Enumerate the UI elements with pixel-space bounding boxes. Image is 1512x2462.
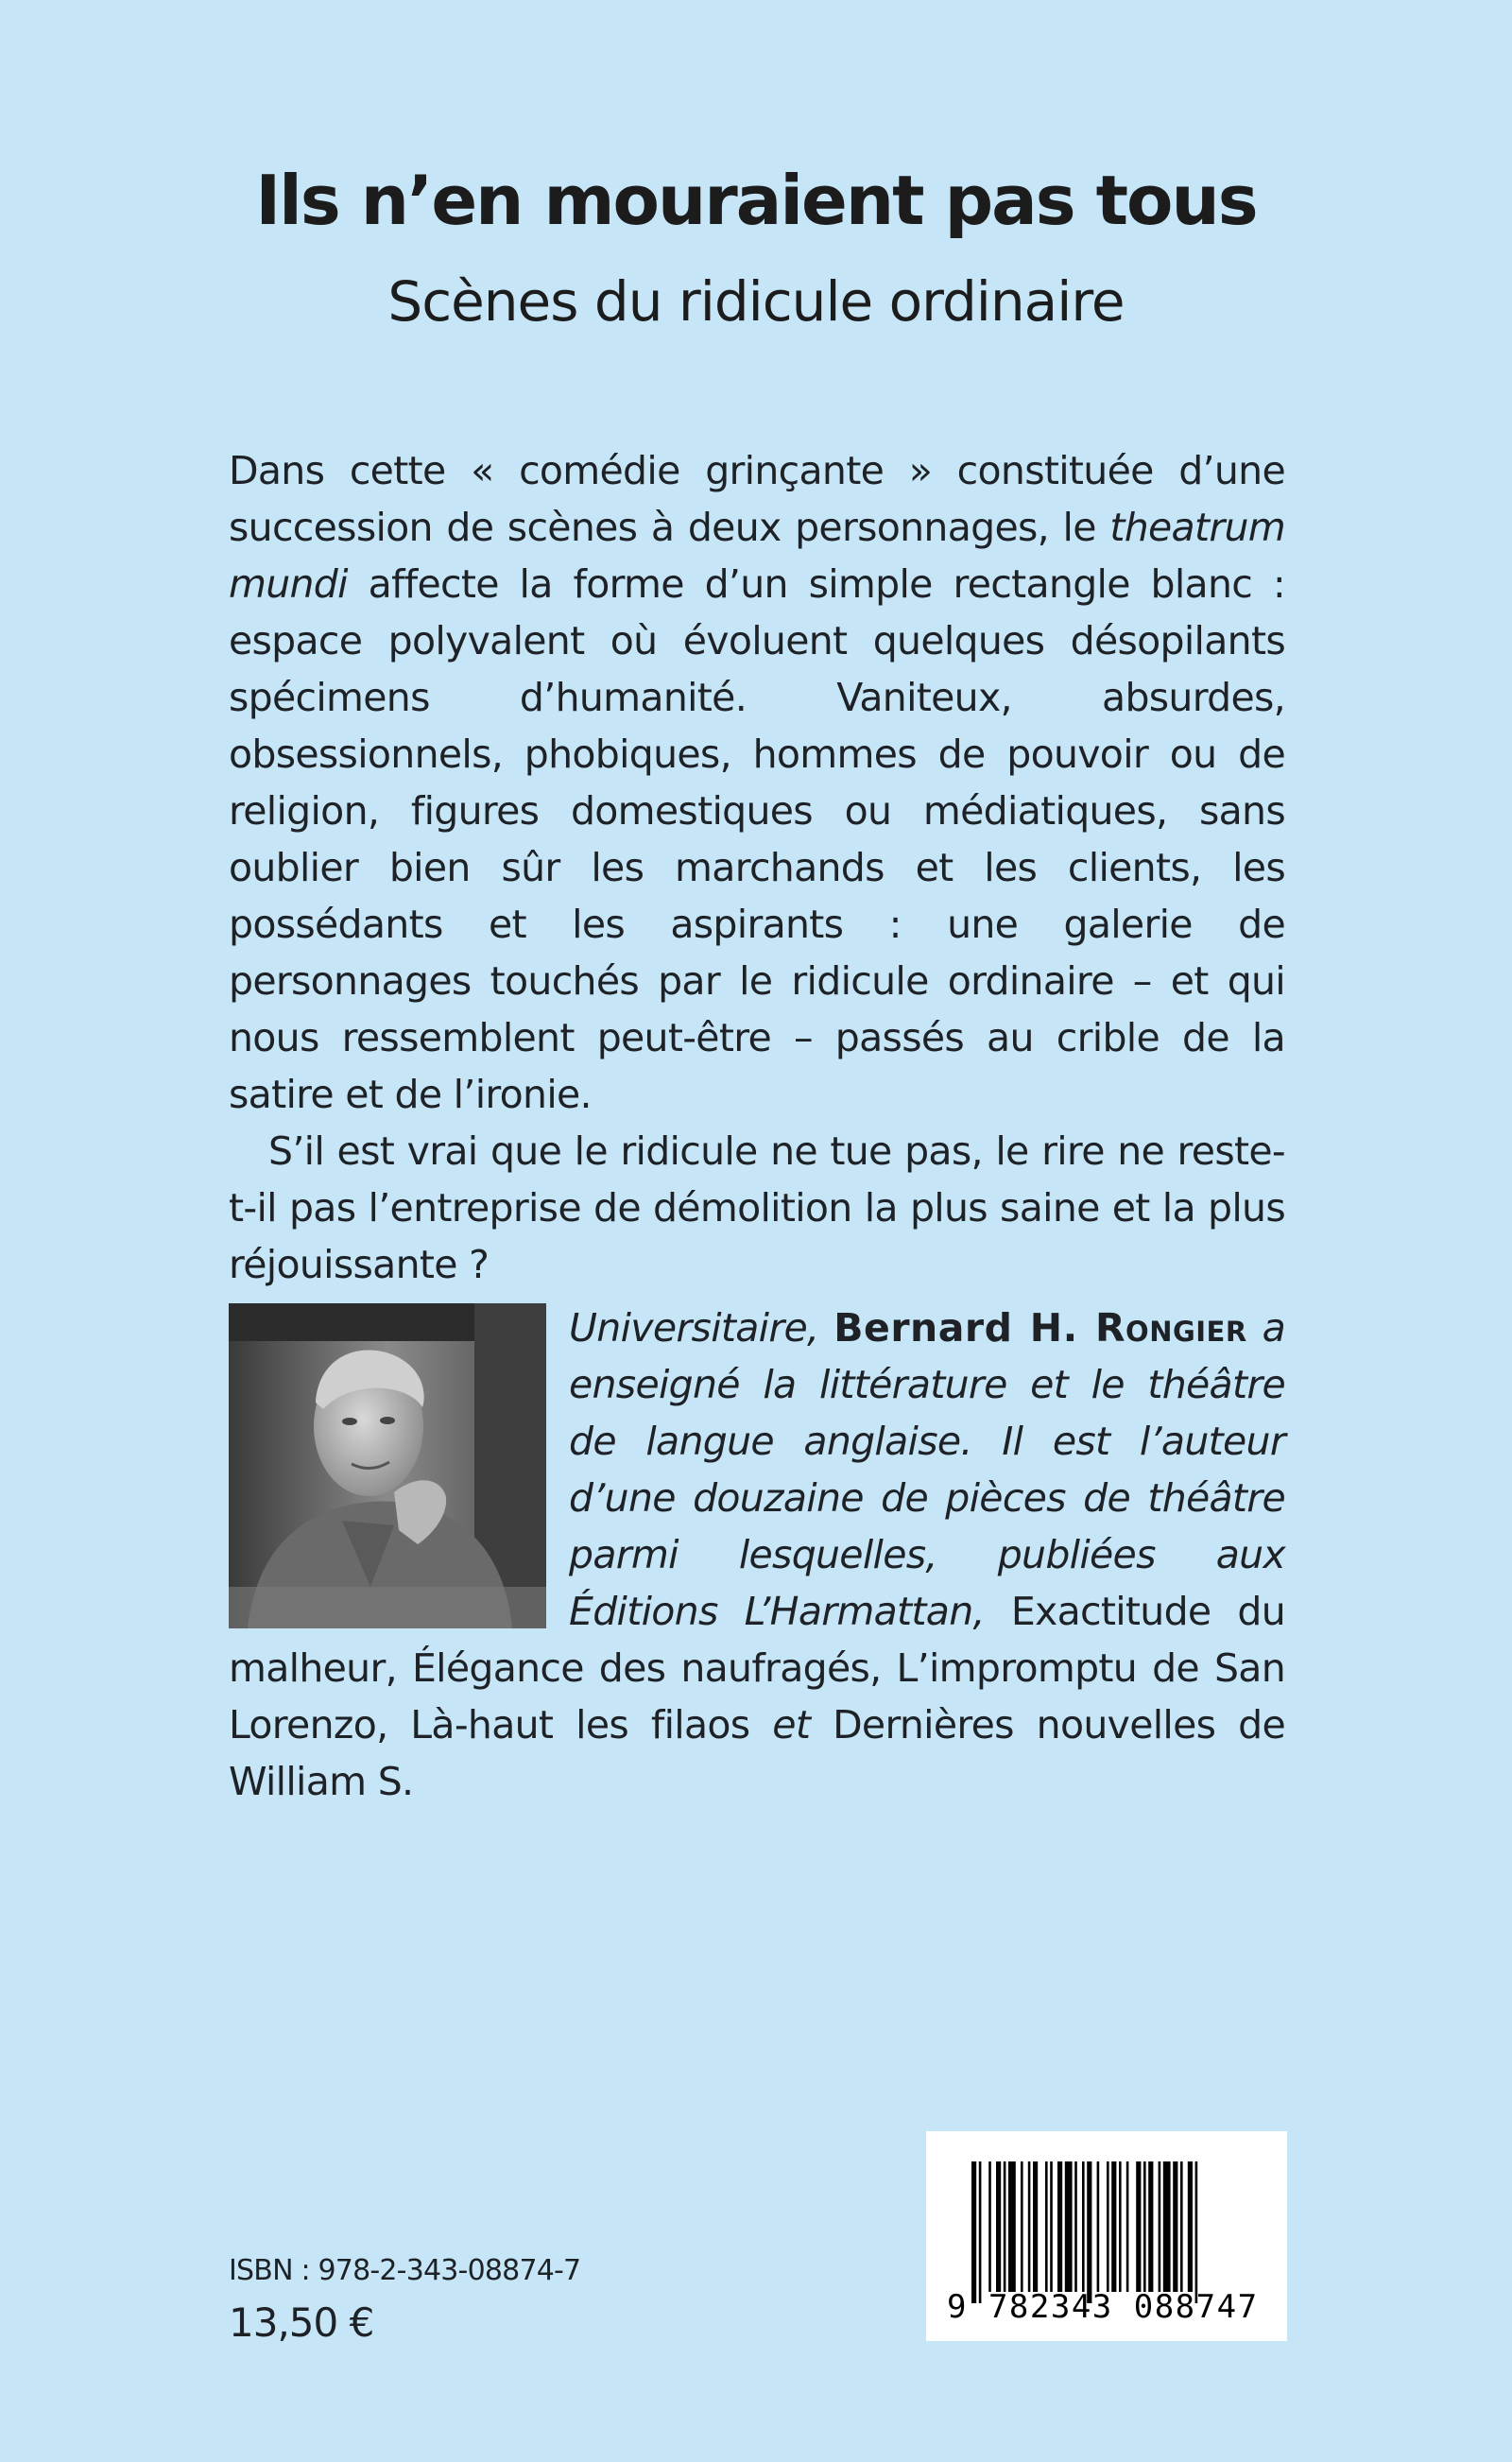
barcode-bar: [971, 2161, 976, 2303]
barcode-bar: [1028, 2161, 1031, 2292]
barcode-bar: [1163, 2161, 1171, 2292]
barcode-bar: [1045, 2161, 1048, 2292]
barcode-bar: [1057, 2161, 1062, 2292]
author-name: Bernard H. Rongier: [833, 1305, 1247, 1351]
author-bio-text: Universitaire, Bernard H. Rongier a enseigné la littérature et le théâtre de langue anglaise. Il est l’auteur d’une douzaine de pièces de théâtre parmi lesquelles, publiées aux Éditions L’Harmattan, Exactitude du malheur, Élégance des naufragés, L’impromptu de San Lorenzo, Là-haut les filaos et Dernières nouvelles de William S.: [229, 1305, 1285, 1804]
blurb-paragraph-2: S’il est vrai que le ridicule ne tue pas, le rire ne reste-t-il pas l’entreprise de démolition la plus saine et la plus réjouissante ?: [229, 1128, 1285, 1287]
blurb-paragraph-1: Dans cette « comédie grinçante » constituée d’une succession de scènes à deux personnages, le theatrum mundi affecte la forme d’un simple rectangle blanc : espace polyvalent où évoluent quelques désopilants spécimens d’humanité. Vaniteux, absurdes, obsessionnels, phobiques, hommes de pouvoir ou de religion, figures domestiques ou médiatiques, sans oublier bien sûr les marchands et les clients, les possédants et les aspirants : une galerie de personnages touchés par le ridicule ordinaire – et qui nous ressemblent peut-être – passés au crible de la satire et de l’ironie.: [229, 448, 1285, 1117]
book-title: Ils n’en mouraient pas tous: [255, 161, 1257, 240]
author-photo: [229, 1303, 546, 1628]
barcode-bar: [1087, 2161, 1091, 2303]
price-label: 13,50 €: [229, 2299, 374, 2346]
barcode-bar: [1111, 2161, 1116, 2292]
barcode-bar: [1065, 2161, 1073, 2292]
barcode-bar: [1180, 2161, 1183, 2292]
barcode-bar: [1195, 2161, 1198, 2303]
author-portrait-image: [229, 1303, 546, 1628]
barcode-bar: [996, 2161, 1001, 2292]
barcode-bar: [1008, 2161, 1016, 2292]
barcode-bar: [1143, 2161, 1146, 2292]
barcode: [926, 2131, 1287, 2341]
barcode-bar: [1107, 2161, 1109, 2292]
barcode-bar: [1074, 2161, 1077, 2292]
barcode-bar: [1033, 2161, 1038, 2292]
author-bio: [229, 1300, 1285, 1810]
barcode-bar: [1126, 2161, 1129, 2292]
barcode-bar: [1050, 2161, 1053, 2292]
barcode-digits: 9 782343 088747: [947, 2288, 1259, 2326]
works-list: Exactitude du malheur, Élégance des naufragés, L’impromptu de San Lorenzo, Là-haut les filaos: [229, 1589, 1285, 1748]
barcode-bar: [1136, 2161, 1141, 2292]
barcode-bar: [1082, 2161, 1085, 2292]
barcode-bar: [1097, 2161, 1100, 2292]
barcode-bar: [1173, 2161, 1177, 2292]
blurb: [229, 442, 1285, 1293]
barcode-bar: [1148, 2161, 1153, 2292]
barcode-bar: [1021, 2161, 1023, 2292]
barcode-bar: [988, 2161, 991, 2292]
barcode-bar: [1004, 2161, 1006, 2292]
barcode-bar: [1119, 2161, 1122, 2292]
barcode-bar: [979, 2161, 982, 2303]
barcode-bar: [1188, 2161, 1193, 2292]
book-subtitle: Scènes du ridicule ordinaire: [387, 269, 1125, 334]
works-last: Dernières nouvelles de William S.: [229, 1702, 1285, 1804]
isbn-label: ISBN : 978-2-343-08874-7: [229, 2254, 581, 2287]
barcode-bar: [1159, 2161, 1161, 2292]
